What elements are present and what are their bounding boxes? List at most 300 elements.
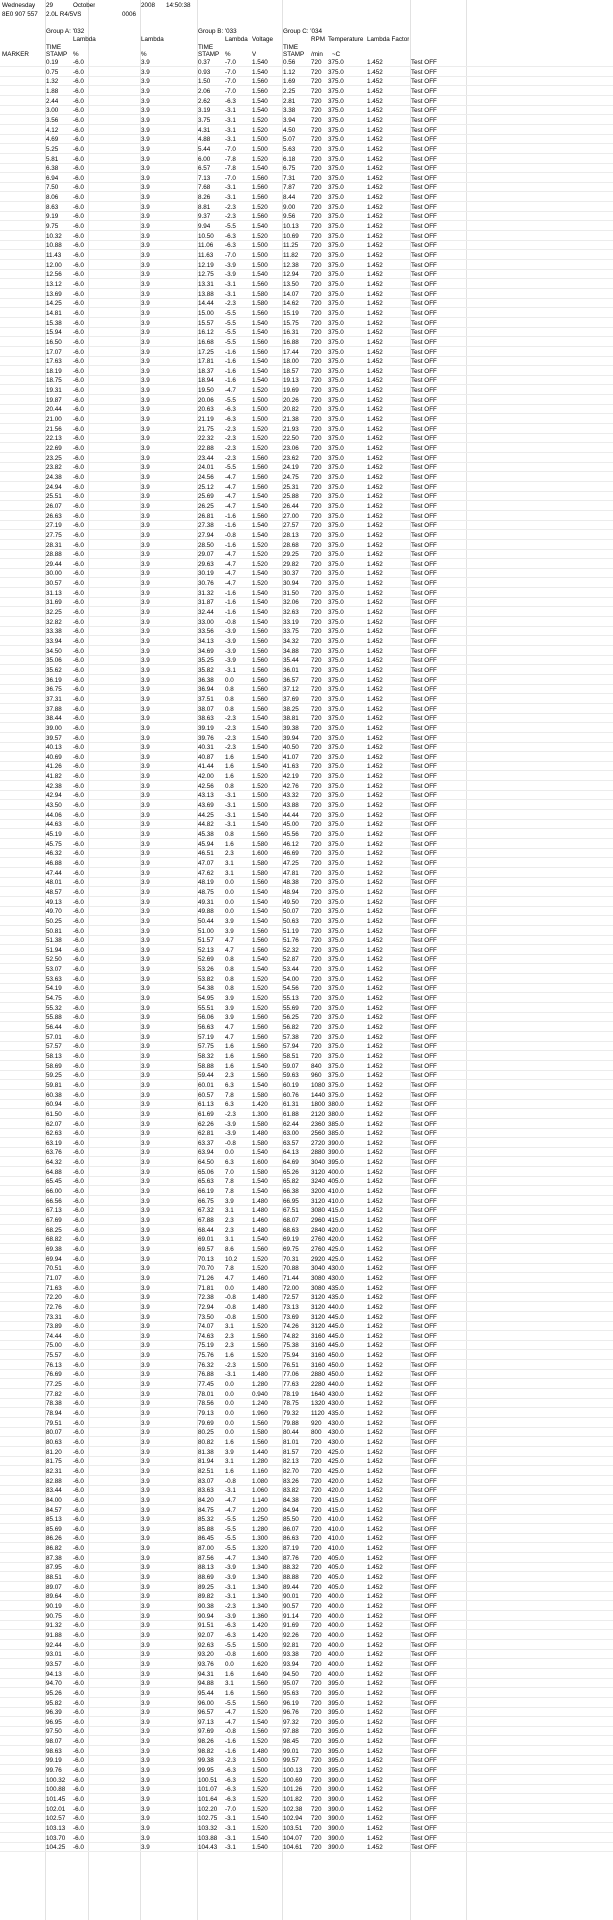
- cell-time-c: 77.06: [283, 1371, 299, 1379]
- cell-time-c: 99.57: [283, 1757, 299, 1765]
- cell-time-b: 38.63: [198, 715, 214, 723]
- cell-rpm-c: 720: [311, 107, 322, 115]
- cell-rpm-c: 720: [311, 300, 322, 308]
- cell-lambda-a-2: 3.9: [141, 937, 150, 945]
- cell-lambda-a-1: -6.0: [73, 483, 84, 491]
- table-row: [0, 830, 613, 839]
- cell-lambda-b: 3.9: [225, 1448, 234, 1456]
- cell-time-b: 84.75: [198, 1506, 214, 1514]
- cell-lambda-a-1: -6.0: [73, 908, 84, 916]
- cell-time-b: 14.44: [198, 300, 214, 308]
- cell-time-b: 5.44: [198, 145, 211, 153]
- cell-lambda-factor-c: 1.452: [367, 483, 383, 491]
- cell-time-a: 22.69: [46, 445, 62, 452]
- cell-time-c: 69.19: [283, 1236, 299, 1244]
- cell-lambda-a-2: 3.9: [141, 879, 150, 887]
- cell-time-c: 86.63: [283, 1535, 299, 1543]
- cell-voltage-b: 1.520: [252, 116, 268, 124]
- cell-lambda-factor-c: 1.452: [367, 1631, 383, 1639]
- cell-lambda-factor-c: 1.452: [367, 1574, 383, 1582]
- cell-lambda-a-1: -6.0: [73, 1313, 84, 1321]
- table-row: [0, 155, 613, 164]
- cell-rpm-c: 720: [311, 1545, 322, 1553]
- cell-status: Test OFF: [411, 155, 437, 163]
- cell-status: Test OFF: [411, 300, 437, 308]
- table-row: [0, 1177, 613, 1186]
- cell-time-c: 83.26: [283, 1477, 299, 1485]
- cell-time-c: 17.44: [283, 348, 299, 356]
- cell-time-b: 57.75: [198, 1043, 214, 1051]
- cell-temperature-c: 430.0: [328, 1429, 344, 1437]
- cell-time-c: 95.07: [283, 1680, 299, 1688]
- cell-rpm-c: 720: [311, 1834, 322, 1842]
- cell-lambda-a-2: 3.9: [141, 1303, 150, 1311]
- cell-time-b: 28.50: [198, 541, 214, 549]
- cell-time-c: 29.82: [283, 560, 299, 568]
- cell-lambda-b: -5.5: [225, 223, 236, 231]
- cell-rpm-c: 720: [311, 1699, 322, 1707]
- cell-temperature-c: 375.0: [328, 802, 344, 810]
- cell-lambda-a-2: 3.9: [141, 1284, 150, 1292]
- cell-status: Test OFF: [411, 309, 437, 317]
- cell-time-c: 74.82: [283, 1332, 299, 1340]
- cell-lambda-a-1: -6.0: [73, 1796, 84, 1803]
- table-row: [0, 116, 613, 125]
- cell-lambda-a-1: -6.0: [73, 1699, 84, 1707]
- cell-voltage-b: 1.540: [252, 367, 268, 375]
- cell-time-c: 65.26: [283, 1168, 299, 1176]
- cell-lambda-a-2: 3.9: [141, 416, 150, 424]
- cell-lambda-a-2: 3.9: [141, 78, 150, 86]
- cell-rpm-c: 720: [311, 1815, 322, 1823]
- cell-lambda-factor-c: 1.452: [367, 319, 383, 327]
- cell-status: Test OFF: [411, 531, 437, 539]
- table-row: [0, 743, 613, 752]
- cell-temperature-c: 375.0: [328, 59, 344, 66]
- cell-time-a: 36.19: [46, 676, 62, 684]
- cell-time-a: 75.00: [46, 1342, 62, 1350]
- cell-lambda-factor-c: 1.452: [367, 107, 383, 115]
- cell-lambda-factor-c: 1.452: [367, 1429, 383, 1437]
- cell-lambda-a-2: 3.9: [141, 831, 150, 838]
- cell-time-c: 2.81: [283, 97, 296, 105]
- cell-time-a: 80.63: [46, 1438, 62, 1446]
- cell-time-a: 98.63: [46, 1747, 62, 1755]
- cell-lambda-factor-c: 1.452: [367, 512, 383, 520]
- cell-lambda-a-2: 3.9: [141, 917, 150, 925]
- cell-lambda-a-2: 3.9: [141, 1728, 150, 1736]
- cell-lambda-a-2: 3.9: [141, 377, 150, 385]
- cell-voltage-b: 1.480: [252, 1303, 268, 1311]
- cell-status: Test OFF: [411, 1612, 437, 1620]
- cell-time-c: 24.75: [283, 473, 299, 481]
- cell-lambda-a-2: 3.9: [141, 628, 150, 636]
- cell-status: Test OFF: [411, 1294, 437, 1302]
- cell-lambda-factor-c: 1.452: [367, 203, 383, 211]
- cell-rpm-c: 720: [311, 512, 322, 520]
- cell-voltage-b: 1.140: [252, 1496, 268, 1504]
- cell-lambda-a-2: 3.9: [141, 1786, 150, 1794]
- cell-lambda-b: -0.8: [225, 1728, 236, 1736]
- cell-lambda-b: -3.9: [225, 1612, 236, 1620]
- cell-rpm-c: 720: [311, 927, 322, 935]
- cell-rpm-c: 720: [311, 387, 322, 395]
- cell-lambda-b: 0.0: [225, 1429, 234, 1437]
- volt-label-b: V: [252, 51, 257, 58]
- cell-status: Test OFF: [411, 1004, 437, 1012]
- cell-lambda-a-1: -6.0: [73, 1178, 84, 1186]
- cell-status: Test OFF: [411, 898, 437, 906]
- cell-time-c: 91.69: [283, 1622, 299, 1630]
- cell-time-b: 94.88: [198, 1680, 214, 1688]
- cell-status: Test OFF: [411, 1024, 437, 1031]
- cell-time-a: 82.88: [46, 1477, 62, 1485]
- cell-lambda-b: -3.9: [225, 261, 236, 269]
- cell-voltage-b: 1.340: [252, 1603, 268, 1610]
- cell-status: Test OFF: [411, 1400, 437, 1408]
- cell-temperature-c: 390.0: [328, 1844, 344, 1852]
- cell-status: Test OFF: [411, 1689, 437, 1697]
- cell-time-a: 93.01: [46, 1651, 62, 1659]
- cell-time-b: 93.76: [198, 1660, 214, 1668]
- cell-lambda-b: 8.6: [225, 1245, 234, 1253]
- cell-status: Test OFF: [411, 242, 437, 250]
- table-row: [0, 1477, 613, 1486]
- cell-voltage-b: 1.320: [252, 1545, 268, 1553]
- cell-lambda-b: 4.7: [225, 937, 234, 945]
- cell-lambda-a-2: 3.9: [141, 744, 150, 752]
- cell-time-a: 47.44: [46, 869, 62, 877]
- cell-rpm-c: 720: [311, 618, 322, 626]
- cell-lambda-factor-c: 1.452: [367, 1824, 383, 1832]
- cell-status: Test OFF: [411, 1352, 437, 1360]
- cell-lambda-a-2: 3.9: [141, 1052, 150, 1060]
- table-row: [0, 791, 613, 800]
- cell-lambda-a-2: 3.9: [141, 1487, 150, 1495]
- cell-time-a: 35.62: [46, 666, 62, 674]
- cell-time-a: 67.69: [46, 1217, 62, 1224]
- cell-time-b: 45.38: [198, 831, 214, 838]
- cell-lambda-a-1: -6.0: [73, 1188, 84, 1196]
- cell-time-c: 14.07: [283, 290, 299, 298]
- cell-voltage-b: 0.940: [252, 1390, 268, 1398]
- cell-lambda-b: -4.7: [225, 502, 236, 510]
- engine: 2.0L R4/5VS: [46, 11, 82, 18]
- cell-lambda-a-2: 3.9: [141, 1207, 150, 1215]
- cell-lambda-a-1: -6.0: [73, 116, 84, 124]
- cell-status: Test OFF: [411, 975, 437, 983]
- cell-time-a: 91.32: [46, 1622, 62, 1630]
- cell-rpm-c: 720: [311, 773, 322, 781]
- cell-voltage-b: 1.280: [252, 1525, 268, 1533]
- cell-lambda-a-2: 3.9: [141, 1245, 150, 1253]
- cell-rpm-c: 920: [311, 1419, 322, 1427]
- cell-time-a: 33.38: [46, 628, 62, 636]
- cell-time-c: 13.50: [283, 280, 299, 288]
- cell-rpm-c: 720: [311, 1033, 322, 1041]
- cell-time-c: 82.70: [283, 1467, 299, 1475]
- table-row: [0, 1428, 613, 1437]
- table-row: [0, 1052, 613, 1061]
- table-row: [0, 1525, 613, 1534]
- cell-time-b: 62.81: [198, 1130, 214, 1138]
- cell-temperature-c: 445.0: [328, 1313, 344, 1321]
- cell-rpm-c: 720: [311, 782, 322, 790]
- table-row: [0, 878, 613, 887]
- cell-lambda-b: 6.3: [225, 1101, 234, 1109]
- cell-rpm-c: 720: [311, 1796, 322, 1803]
- cell-time-c: 51.76: [283, 937, 299, 945]
- cell-lambda-a-2: 3.9: [141, 290, 150, 298]
- cell-voltage-b: 1.520: [252, 1796, 268, 1803]
- cell-time-b: 10.50: [198, 232, 214, 240]
- cell-time-c: 100.69: [283, 1776, 303, 1784]
- cell-time-a: 90.75: [46, 1612, 62, 1620]
- cell-rpm-c: 720: [311, 78, 322, 86]
- cell-rpm-c: 720: [311, 985, 322, 993]
- cell-lambda-a-1: -6.0: [73, 1767, 84, 1775]
- cell-time-c: 12.94: [283, 271, 299, 279]
- cell-lambda-a-1: -6.0: [73, 464, 84, 472]
- cell-temperature-c: 375.0: [328, 358, 344, 366]
- table-row: [0, 772, 613, 781]
- cell-voltage-b: 1.540: [252, 1718, 268, 1726]
- cell-time-a: 81.75: [46, 1458, 62, 1466]
- cell-lambda-a-1: -6.0: [73, 1506, 84, 1514]
- cell-status: Test OFF: [411, 821, 437, 829]
- cell-time-a: 75.57: [46, 1352, 62, 1360]
- cell-time-c: 69.75: [283, 1245, 299, 1253]
- table-row: [0, 762, 613, 771]
- cell-time-a: 11.43: [46, 252, 62, 259]
- cell-lambda-b: -4.7: [225, 560, 236, 568]
- cell-time-a: 23.82: [46, 464, 62, 472]
- cell-lambda-a-2: 3.9: [141, 1709, 150, 1717]
- cell-time-c: 63.00: [283, 1130, 299, 1138]
- cell-time-c: 16.88: [283, 338, 299, 346]
- cell-time-a: 72.20: [46, 1294, 62, 1302]
- cell-time-a: 49.70: [46, 908, 62, 916]
- table-row: [0, 1303, 613, 1312]
- cell-time-c: 11.82: [283, 252, 299, 259]
- table-row: [0, 695, 613, 704]
- cell-temperature-c: 375.0: [328, 445, 344, 452]
- cell-temperature-c: 375.0: [328, 97, 344, 105]
- cell-voltage-b: 1.560: [252, 483, 268, 491]
- cell-time-b: 52.13: [198, 946, 214, 954]
- cell-rpm-c: 720: [311, 194, 322, 202]
- cell-lambda-factor-c: 1.452: [367, 560, 383, 568]
- cell-rpm-c: 720: [311, 252, 322, 259]
- cell-lambda-factor-c: 1.452: [367, 1217, 383, 1224]
- cell-time-c: 91.14: [283, 1612, 299, 1620]
- cell-lambda-a-1: -6.0: [73, 1786, 84, 1794]
- table-row: [0, 1583, 613, 1592]
- cell-lambda-factor-c: 1.452: [367, 927, 383, 935]
- cell-voltage-b: 1.540: [252, 888, 268, 896]
- cell-time-a: 57.57: [46, 1043, 62, 1051]
- cell-time-a: 5.81: [46, 155, 59, 163]
- cell-lambda-factor-c: 1.452: [367, 435, 383, 443]
- cell-temperature-c: 395.0: [328, 1767, 344, 1775]
- cell-voltage-b: 1.540: [252, 1188, 268, 1196]
- cell-status: Test OFF: [411, 1448, 437, 1456]
- table-row: [0, 87, 613, 96]
- cell-time-a: 67.13: [46, 1207, 62, 1215]
- cell-temperature-c: 400.0: [328, 1641, 344, 1649]
- cell-voltage-b: 1.520: [252, 1824, 268, 1832]
- cell-rpm-c: 720: [311, 396, 322, 404]
- cell-lambda-a-2: 3.9: [141, 888, 150, 896]
- cell-time-c: 7.87: [283, 184, 296, 192]
- cell-lambda-factor-c: 1.452: [367, 97, 383, 105]
- cell-lambda-factor-c: 1.452: [367, 1024, 383, 1031]
- cell-lambda-factor-c: 1.452: [367, 773, 383, 781]
- cell-status: Test OFF: [411, 165, 437, 173]
- cell-voltage-b: 1.520: [252, 387, 268, 395]
- cell-temperature-c: 395.0: [328, 1738, 344, 1746]
- cell-voltage-b: 1.500: [252, 136, 268, 144]
- cell-time-a: 27.75: [46, 531, 62, 539]
- table-row: [0, 1313, 613, 1322]
- cell-lambda-a-1: -6.0: [73, 1323, 84, 1331]
- cell-time-c: 4.50: [283, 126, 296, 134]
- cell-lambda-factor-c: 1.452: [367, 473, 383, 481]
- cell-lambda-b: 3.9: [225, 1014, 234, 1022]
- cell-lambda-factor-c: 1.452: [367, 1274, 383, 1282]
- cell-rpm-c: 720: [311, 570, 322, 578]
- cell-lambda-a-2: 3.9: [141, 396, 150, 404]
- cell-lambda-b: -2.3: [225, 1110, 236, 1118]
- cell-lambda-a-1: -6.0: [73, 512, 84, 520]
- cell-time-a: 43.50: [46, 802, 62, 810]
- cell-lambda-a-1: -6.0: [73, 1130, 84, 1138]
- cell-temperature-c: 400.0: [328, 1631, 344, 1639]
- cell-time-c: 18.57: [283, 367, 299, 375]
- cell-time-a: 61.50: [46, 1110, 62, 1118]
- group-b-sub-2: Voltage: [252, 36, 274, 43]
- cell-temperature-c: 385.0: [328, 1130, 344, 1138]
- cell-lambda-a-1: -6.0: [73, 859, 84, 867]
- cell-voltage-b: 1.560: [252, 78, 268, 86]
- cell-status: Test OFF: [411, 271, 437, 279]
- cell-status: Test OFF: [411, 1033, 437, 1041]
- cell-status: Test OFF: [411, 1188, 437, 1196]
- cell-status: Test OFF: [411, 232, 437, 240]
- cell-time-a: 14.81: [46, 309, 62, 317]
- cell-rpm-c: 720: [311, 483, 322, 491]
- cell-lambda-a-1: -6.0: [73, 59, 84, 66]
- cell-time-c: 23.06: [283, 445, 299, 452]
- cell-temperature-c: 425.0: [328, 1255, 344, 1263]
- cell-lambda-b: -3.1: [225, 1815, 236, 1823]
- cell-time-a: 59.25: [46, 1072, 62, 1080]
- cell-voltage-b: 1.540: [252, 522, 268, 530]
- cell-status: Test OFF: [411, 908, 437, 916]
- cell-rpm-c: 720: [311, 1641, 322, 1649]
- cell-temperature-c: 435.0: [328, 1284, 344, 1292]
- cell-lambda-a-2: 3.9: [141, 1371, 150, 1379]
- cell-lambda-a-1: -6.0: [73, 898, 84, 906]
- cell-lambda-factor-c: 1.452: [367, 78, 383, 86]
- cell-temperature-c: 375.0: [328, 763, 344, 771]
- cell-lambda-b: -1.6: [225, 377, 236, 385]
- cell-time-b: 98.82: [198, 1747, 214, 1755]
- cell-time-b: 2.62: [198, 97, 211, 105]
- cell-lambda-b: 0.0: [225, 898, 234, 906]
- cell-voltage-b: 1.560: [252, 87, 268, 95]
- cell-voltage-b: 1.540: [252, 329, 268, 337]
- cell-temperature-c: 375.0: [328, 261, 344, 269]
- cell-lambda-a-2: 3.9: [141, 1815, 150, 1823]
- cell-voltage-b: 1.540: [252, 165, 268, 173]
- cell-lambda-b: 0.8: [225, 782, 234, 790]
- cell-status: Test OFF: [411, 1776, 437, 1784]
- cell-temperature-c: 375.0: [328, 1091, 344, 1099]
- cell-voltage-b: 1.560: [252, 695, 268, 703]
- cell-temperature-c: 390.0: [328, 1834, 344, 1842]
- cell-rpm-c: 720: [311, 309, 322, 317]
- cell-lambda-a-1: -6.0: [73, 107, 84, 115]
- cell-lambda-a-1: -6.0: [73, 580, 84, 588]
- cell-time-b: 43.69: [198, 802, 214, 810]
- cell-time-a: 77.82: [46, 1390, 62, 1398]
- cell-temperature-c: 375.0: [328, 1081, 344, 1089]
- cell-voltage-b: 1.480: [252, 1747, 268, 1755]
- cell-temperature-c: 375.0: [328, 908, 344, 916]
- cell-temperature-c: 375.0: [328, 165, 344, 173]
- cell-lambda-b: -2.3: [225, 445, 236, 452]
- cell-lambda-a-2: 3.9: [141, 1525, 150, 1533]
- table-row: [0, 434, 613, 443]
- table-row: [0, 1013, 613, 1022]
- cell-time-c: 26.44: [283, 502, 299, 510]
- cell-lambda-a-1: -6.0: [73, 425, 84, 433]
- cell-temperature-c: 395.0: [328, 1709, 344, 1717]
- cell-rpm-c: 720: [311, 136, 322, 144]
- cell-lambda-factor-c: 1.452: [367, 1323, 383, 1331]
- cell-lambda-a-2: 3.9: [141, 869, 150, 877]
- cell-lambda-factor-c: 1.452: [367, 1738, 383, 1746]
- table-row: [0, 1100, 613, 1109]
- cell-lambda-b: -3.1: [225, 821, 236, 829]
- cell-voltage-b: 1.560: [252, 927, 268, 935]
- cell-lambda-factor-c: 1.452: [367, 338, 383, 346]
- cell-time-a: 55.88: [46, 1014, 62, 1022]
- cell-time-c: 18.00: [283, 358, 299, 366]
- cell-time-a: 8.63: [46, 203, 59, 211]
- cell-voltage-b: 1.560: [252, 686, 268, 694]
- cell-lambda-a-1: -6.0: [73, 1207, 84, 1215]
- cell-time-b: 53.26: [198, 966, 214, 974]
- cell-time-b: 13.88: [198, 290, 214, 298]
- table-row: [0, 338, 613, 347]
- cell-status: Test OFF: [411, 464, 437, 472]
- cell-lambda-a-1: -6.0: [73, 1718, 84, 1726]
- cell-lambda-a-1: -6.0: [73, 1352, 84, 1360]
- cell-time-a: 69.38: [46, 1245, 62, 1253]
- cell-rpm-c: 960: [311, 1072, 322, 1080]
- cell-time-b: 45.94: [198, 840, 214, 848]
- cell-time-b: 98.26: [198, 1738, 214, 1746]
- cell-time-b: 59.44: [198, 1072, 214, 1080]
- cell-status: Test OFF: [411, 541, 437, 549]
- table-row: [0, 1004, 613, 1013]
- cell-time-c: 76.51: [283, 1361, 299, 1369]
- cell-lambda-a-2: 3.9: [141, 329, 150, 337]
- cell-rpm-c: 720: [311, 1738, 322, 1746]
- cell-lambda-b: 4.7: [225, 1274, 234, 1282]
